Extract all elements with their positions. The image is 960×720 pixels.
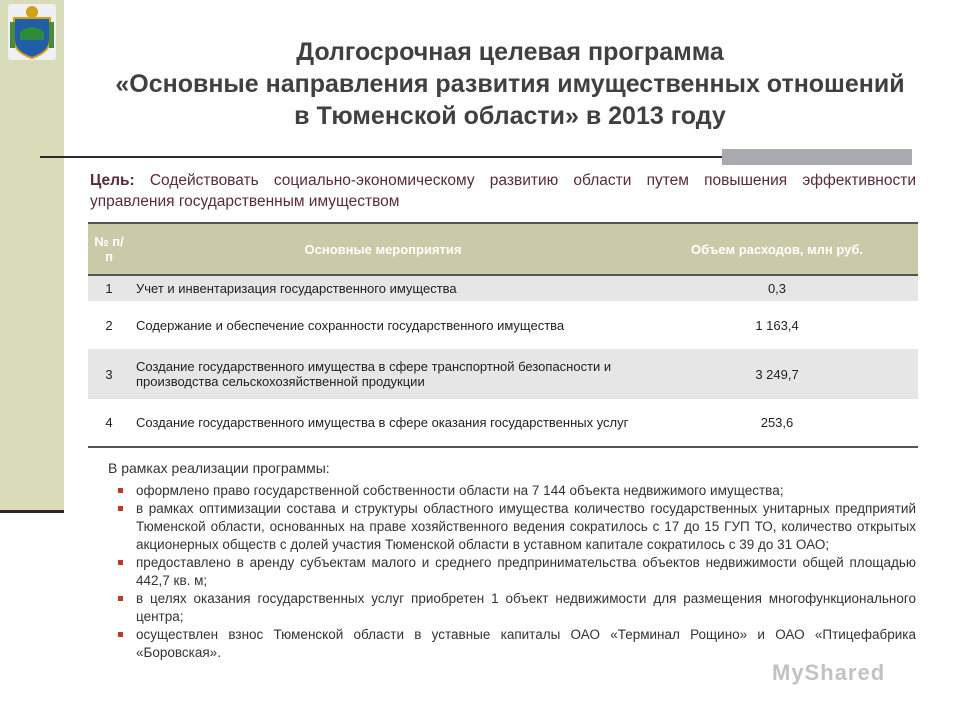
list-item [116,500,916,554]
list-item-text: предоставлено в аренду субъектам малого и среднего предпринимательства объектов недвижимости общей площадью 442,7 кв. м; [136,555,916,588]
table-header-row [88,223,918,275]
title-line-2: «Основные направления развития имущественных отношений [115,70,905,98]
watermark: MyShared [772,660,886,685]
row-number: 2 [105,317,113,333]
row-expense: 1 163,4 [755,317,799,333]
row-number: 4 [88,399,130,447]
row-activity: Содержание и обеспечение сохранности государственного имущества [136,317,565,333]
list-item-text: в рамках оптимизации состава и структуры областного имущества количество государственных унитарных предприятий Тюменской области, основанных на праве хозяйственного ведения сократилось с 17 до 15 ГУП ТО, количество открытых акционерных обществ с долей участия Тюменской области в уставном капитале сократилось с 39 до 31 ОАО; [136,501,916,552]
header-number: № п/п [88,223,130,275]
list-item-text: осуществлен взнос Тюменской области в уставные капиталы ОАО «Терминал Рощино» и ОАО «Птицефабрика «Боровская». [136,627,916,660]
activities-table [88,222,918,448]
list-item [116,626,916,662]
list-item [116,554,916,590]
row-number: 3 [105,366,113,382]
results-list [116,482,916,662]
row-activity: Учет и инвентаризация государственного имущества [136,281,457,296]
row-activity: Создание государственного имущества в сфере транспортной безопасности и производства сельскохозяйственной продукции [136,359,612,389]
sidebar-band [0,0,64,512]
row-expense: 3 249,7 [755,366,799,382]
table-row [88,275,918,301]
header-activities: Основные мероприятия [130,223,636,275]
sidebar-divider [0,510,64,513]
page-title [80,36,940,132]
table-row [88,349,918,399]
title-rule-accent [722,149,912,165]
bullet-icon [118,596,123,601]
goal-label: Цель: [90,172,135,189]
results-intro: В рамках реализации программы: [108,460,330,476]
row-number: 1 [105,281,113,296]
list-item-text: оформлено право государственной собственности области на 7 144 объекта недвижимого имущества; [136,483,784,498]
row-expense: 0,3 [767,281,787,296]
bullet-icon [118,632,123,637]
list-item-text: в целях оказания государственных услуг приобретен 1 объект недвижимости для размещения многофункционального центра; [136,591,916,624]
bullet-icon [118,506,123,511]
table-row [88,301,918,349]
bullet-icon [118,560,123,565]
row-expense: 253,6 [636,399,918,447]
title-line-3: в Тюменской области» в 2013 году [294,102,726,130]
list-item [116,482,916,500]
goal-statement [90,170,916,212]
bullet-icon [118,488,123,493]
list-item [116,590,916,626]
title-line-1: Долгосрочная целевая программа [296,38,724,66]
row-activity: Создание государственного имущества в сфере оказания государственных услуг [130,399,636,447]
goal-text: Содействовать социально-экономическому развитию области путем повышения эффективности управления государственным имуществом [90,172,916,210]
header-expenses: Объем расходов, млн руб. [636,223,918,275]
table-row [88,399,918,447]
coat-of-arms-icon [2,2,62,62]
